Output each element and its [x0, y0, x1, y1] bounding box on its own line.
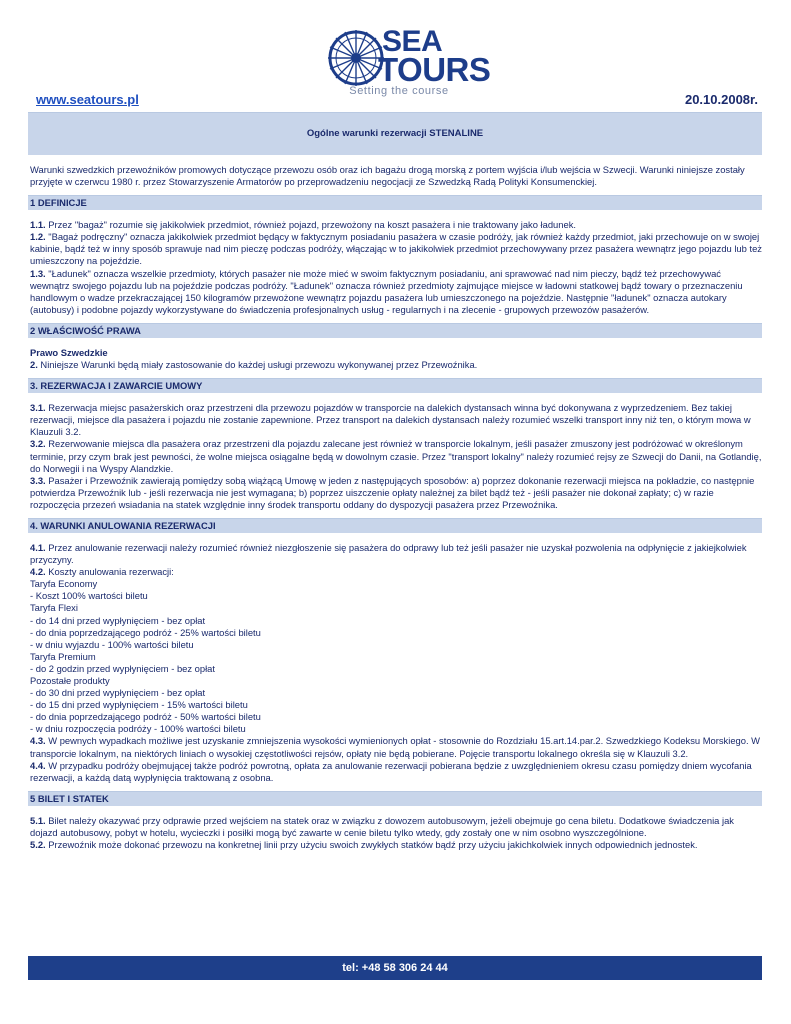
- clause-text: - do 15 dni przed wypłynięciem - 15% wartości biletu: [30, 699, 248, 711]
- clause-line: [30, 268, 762, 316]
- clause-line: [30, 839, 762, 851]
- clause-number: 4.4.: [30, 759, 46, 771]
- clause-text: - do 14 dni przed wypłynięciem - bez opłat: [30, 614, 206, 626]
- clause-text: - do dnia poprzedzającego podróż - 25% wartości biletu: [30, 626, 261, 638]
- clause-text: Niniejsze Warunki będą miały zastosowanie do każdej usługi przewozu wykonywanej przez Przewoźnika.: [37, 359, 478, 371]
- clause-text: Rezerwowanie miejsca dla pasażera oraz przestrzeni dla pojazdu zalecane jest również w transporcie lokalnym, jeśli pasażer zmuszony jest podróżować w określonym terminie, przy czym brak jest pewności, że wolne miejsca osiągalne będą w dowolnym czasie. Przez "transport lokalny" należy rozumieć rejsy ze Szwecji do Danii, na Gotlandię, do Norwegii i na Wyspy Alandzkie.: [30, 438, 762, 474]
- clause-line: [30, 723, 762, 735]
- section-body: [28, 542, 762, 784]
- clause-line: [30, 602, 762, 614]
- clause-text: Przewoźnik może dokonać przewozu na konkretnej linii przy użyciu swoich zwykłych statków bądź przy użyciu jakichkolwiek innych odpowiednich jednostek.: [45, 839, 698, 851]
- clause-number: 1.3.: [30, 267, 46, 279]
- clause-line: [30, 699, 762, 711]
- clause-text: - do dnia poprzedzającego podróż - 50% wartości biletu: [30, 711, 261, 723]
- clause-line: [30, 651, 762, 663]
- sections-container: [28, 195, 762, 851]
- clause-line: [30, 359, 762, 371]
- clause-text: - do 2 godzin przed wypłynięciem - bez opłat: [30, 662, 215, 674]
- logo-text-sea: SEA: [382, 25, 443, 58]
- clause-text: Przez "bagaż" rozumie się jakikolwiek przedmiot, również pojazd, przewożony na koszt pasażera i nie traktowany jako ładunek.: [45, 219, 576, 231]
- clause-text: Przez anulowanie rezerwacji należy rozumieć również niezgłoszenie się pasażera do odprawy lub też jeśli pasażer nie uzyskał pozwolenia na odpłynięcie z jakiejkolwiek przyczyny.: [30, 541, 747, 566]
- document-body: [28, 164, 762, 851]
- clause-line: [30, 711, 762, 723]
- clause-line: [30, 219, 762, 231]
- section-body: [28, 402, 762, 511]
- clause-text: Taryfa Premium: [30, 650, 96, 662]
- clause-number: 2.: [30, 359, 38, 371]
- logo-text-tours: TOURS: [378, 51, 491, 88]
- clause-line: [30, 231, 762, 267]
- clause-line: [30, 735, 762, 759]
- clause-line: [30, 615, 762, 627]
- clause-line: [30, 566, 762, 578]
- clause-text: "Ładunek" oznacza wszelkie przedmioty, których pasażer nie może mieć w swoim faktycznym posiadaniu, ani sprawować nad nim pieczy, bądź też przechowywać wewnątrz swojego pojazdu lub na pojeździe podczas podróży. "Ładunek" oznacza również przedmioty zajmujące miejsce w ładowni statkowej bądź towary o przeznaczeniu handlowym o wadze przekraczającej 150 kilogramów przewożone wewnątrz pojazdu pasażera lub umieszczonego na pojeździe. Następnie "ładunek" oznacza autokary (autobusy) i podobne pojazdy wykorzystywane do świadczenia profesjonalnych usług - regularnych i na zlecenie - grupowych przewozów pasażerów.: [30, 267, 743, 315]
- clause-number: 1.1.: [30, 219, 46, 231]
- clause-line: [30, 590, 762, 602]
- clause-line: [30, 675, 762, 687]
- clause-number: 3.2.: [30, 438, 46, 450]
- clause-line: [30, 627, 762, 639]
- clause-number: 5.1.: [30, 814, 46, 826]
- clause-text: W pewnych wypadkach możliwe jest uzyskanie zmniejszenia wysokości wymienionych opłat - stosownie do Rozdziału 15.art.14.par.2. Szwedzkiego Kodeksu Morskiego. W transporcie lokalnym, na niektórych liniach o wysokiej częstotliwości rejsów, opłaty nie będą pobierane. Pojęcie transportu lokalnego określa się w Klauzuli 3.2.: [30, 735, 761, 759]
- document-date: 20.10.2008r.: [684, 92, 758, 107]
- clause-line: [30, 578, 762, 590]
- clause-line: [30, 402, 762, 438]
- section-heading: 1 DEFINICJE: [28, 195, 762, 210]
- footer-phone: tel: +48 58 306 24 44: [342, 962, 448, 974]
- clause-line: [30, 438, 762, 474]
- clause-text: - w dniu wyjazdu - 100% wartości biletu: [30, 638, 194, 650]
- footer-bar: [28, 956, 762, 980]
- clause-line: [30, 663, 762, 675]
- clause-number: 4.2.: [30, 566, 46, 578]
- clause-line: [30, 687, 762, 699]
- section-body: [28, 815, 762, 851]
- clause-number: 4.1.: [30, 541, 46, 553]
- sea-tours-logo: [326, 25, 491, 97]
- section-body: [28, 219, 762, 316]
- section-heading: 2 WŁAŚCIWOŚĆ PRAWA: [28, 323, 762, 338]
- clause-line: [30, 475, 762, 511]
- clause-text: Pasażer i Przewoźnik zawierają pomiędzy sobą wiążącą Umowę w jeden z następujących sposobów: a) poprzez dokonanie rezerwacji miejsca na pokładzie, co następnie potwierdza Przewoźnik lub - jeśli rezerwacja nie jest wymagana; b) poprzez uiszczenie opłaty należnej za bilet bądź też - jeśli pasażer nie dokonał zapłaty; c) w razie rozpoczęcia przezeń wsiadania na statek względnie inny środek transportu oddany do dyspozycji pasażera przez Przewoźnika.: [30, 474, 755, 510]
- clause-text: Rezerwacja miejsc pasażerskich oraz przestrzeni dla przewozu pojazdów w transporcie na dalekich dystansach winna być dokonywana z wyprzedzeniem. Bez takiej rezerwacji, miejsce dla pasażera i pojazdu nie zostanie zapewnione. Przez transport na dalekich dystansach należy rozumieć wszelki transport inny niż ten, o którym mowa w Klauzuli 3.2.: [30, 402, 751, 438]
- clause-text: W przypadku podróży obejmującej także podróż powrotną, opłata za anulowanie rezerwacji pobierana będzie z uwzględnieniem okresu czasu pomiędzy dniem wycofania rezerwacji, a każdą datą wypłynięcia traktowaną z osobna.: [30, 759, 752, 783]
- clause-text: Koszty anulowania rezerwacji:: [45, 566, 174, 578]
- clause-line: [30, 639, 762, 651]
- clause-line: [30, 760, 762, 784]
- section-heading: 5 BILET I STATEK: [28, 791, 762, 806]
- logo-tagline: Setting the course: [349, 85, 449, 97]
- clause-number: 4.3.: [30, 735, 46, 747]
- clause-line: [30, 542, 762, 566]
- clause-number: 3.1.: [30, 402, 46, 414]
- clause-text: - Koszt 100% wartości biletu: [30, 590, 148, 602]
- intro-paragraph: Warunki szwedzkich przewoźników promowych dotyczące przewozu osób oraz ich bagażu drogą morską z portem wyjścia i/lub wejścia w Szwecji. Warunki niniejsze zostały przyjęte w czerwcu 1980 r. przez Stowarzyszenie Armatorów po przeprowadzeniu negocjacji ze Szwedzką Radą Polityki Konsumenckiej.: [30, 164, 745, 188]
- section-heading: 3. REZERWACJA I ZAWARCIE UMOWY: [28, 378, 762, 393]
- clause-text: Taryfa Flexi: [30, 602, 78, 614]
- document-title: Ogólne warunki rezerwacji STENALINE: [306, 128, 484, 139]
- clause-text: - do 30 dni przed wypłynięciem - bez opłat: [30, 687, 206, 699]
- clause-text: - w dniu rozpoczęcia podróży - 100% wartości biletu: [30, 723, 246, 735]
- clause-number: Prawo Szwedzkie: [30, 346, 108, 358]
- title-bar: [28, 112, 762, 155]
- section-body: [28, 347, 762, 371]
- clause-number: 1.2.: [30, 231, 46, 243]
- website-link[interactable]: www.seatours.pl: [36, 92, 139, 107]
- clause-number: 5.2.: [30, 839, 46, 851]
- page-header: [0, 0, 791, 108]
- clause-text: "Bagaż podręczny" oznacza jakikolwiek przedmiot będący w faktycznym posiadaniu pasażera w czasie podróży, jak również każdy przedmiot, jaki przechowuje on w swojej kabinie, bądź też w inny sposób sprawuje nad nim pieczę podczas podróży, włączając w to jakikolwiek przedmiot przechowywany przez pasażera wewnątrz jego pojazdu lub też umieszczony na pojeździe.: [30, 231, 762, 267]
- clause-line: [30, 347, 762, 359]
- clause-number: 3.3.: [30, 474, 46, 486]
- ship-wheel-icon: [326, 28, 386, 88]
- clause-line: [30, 815, 762, 839]
- clause-text: Bilet należy okazywać przy odprawie przed wejściem na statek oraz w związku z dowozem autobusowym, jeżeli obejmuje go cena biletu. Dodatkowe świadczenia jak dojazd autobusowy, pobyt w hotelu, wycieczki i posiłki mogą być zawarte w cenie biletu tylko wtedy, gdy zostały one w nim osobno wyszczególnione.: [30, 814, 734, 838]
- clause-text: Pozostałe produkty: [30, 675, 110, 686]
- section-heading: 4. WARUNKI ANULOWANIA REZERWACJI: [28, 518, 762, 533]
- clause-text: Taryfa Economy: [30, 578, 98, 590]
